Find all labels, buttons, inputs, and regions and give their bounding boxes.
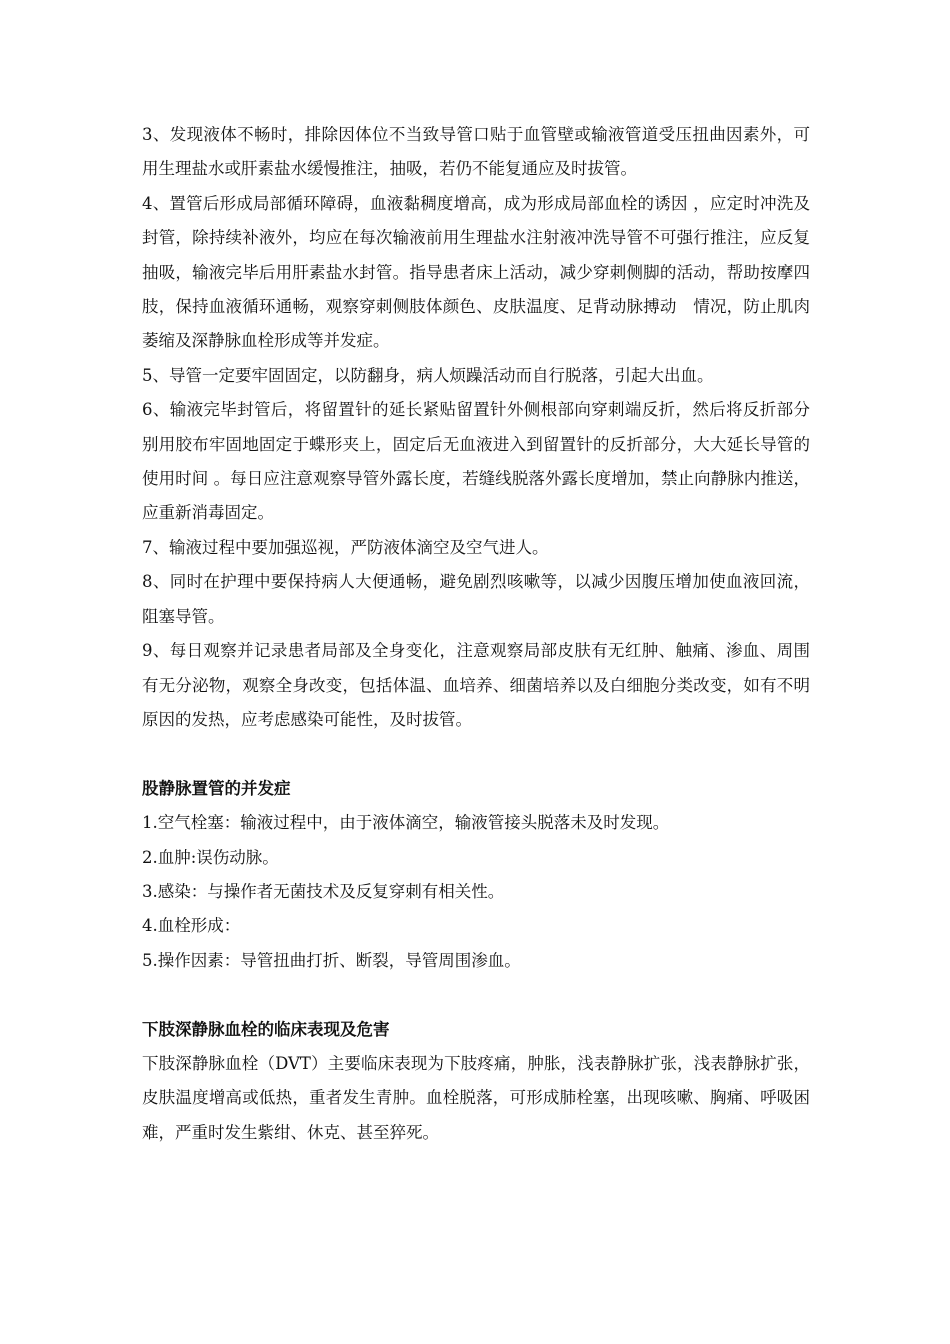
- document-page: [142, 118, 810, 1150]
- complications-section: [142, 772, 810, 978]
- dvt-section: [142, 1013, 810, 1151]
- complications-heading: 股静脉置管的并发症: [142, 778, 291, 798]
- dvt-heading: 下肢深静脉血栓的临床表现及危害: [142, 1019, 390, 1039]
- care-item-5: 5、导管一定要牢固固定，以防翻身，病人烦躁活动而自行脱落，引起大出血。: [142, 365, 714, 385]
- section-spacer: [142, 737, 810, 771]
- care-item-8: 8、同时在护理中要保持病人大便通畅，避免剧烈咳嗽等，以减少因腹压增加使血液回流，阻塞导管。: [142, 572, 810, 626]
- complication-item-4: 4.血栓形成：: [142, 916, 241, 936]
- care-item-7: 7、输液过程中要加强巡视，严防液体滴空及空气进人。: [142, 537, 549, 557]
- complication-item-3: 3.感染：与操作者无菌技术及反复穿刺有相关性。: [142, 881, 505, 901]
- section-spacer: [142, 978, 810, 1012]
- care-item-6: 6、输液完毕封管后，将留置针的延长紧贴留置针外侧根部向穿刺端反折，然后将反折部分别用胶布牢固地固定于蝶形夹上，固定后无血液进入到留置针的反折部分，大大延长导管的使用时间 。每日应注意观察导管外露长度，若缝线脱落外露长度增加，禁止向静脉内推送，应重新消毒固定。: [142, 400, 810, 523]
- complication-item-5: 5.操作因素：导管扭曲打折、断裂，导管周围渗血。: [142, 950, 521, 970]
- dvt-paragraph: 下肢深静脉血栓（DVT）主要临床表现为下肢疼痛，肿胀，浅表静脉扩张，浅表静脉扩张，皮肤温度增高或低热，重者发生青肿。血栓脱落，可形成肺栓塞，出现咳嗽、胸痛、呼吸困难，严重时发生紫绀、休克、甚至猝死。: [142, 1053, 810, 1142]
- complication-item-2: 2.血肿:误伤动脉。: [142, 847, 279, 867]
- care-item-3: 3、发现液体不畅时，排除因体位不当致导管口贴于血管壁或输液管道受压扭曲因素外，可用生理盐水或肝素盐水缓慢推注，抽吸，若仍不能复通应及时拔管。: [142, 125, 810, 179]
- complication-item-1: 1.空气栓塞：输液过程中，由于液体滴空，输液管接头脱落未及时发现。: [142, 813, 670, 833]
- care-section: [142, 118, 810, 737]
- care-item-4: 4、置管后形成局部循环障碍，血液黏稠度增高，成为形成局部血栓的诱因 ，应定时冲洗及封管，除持续补液外，均应在每次输液前用生理盐水注射液冲洗导管不可强行推注，应反复抽吸，输液完毕后用肝素盐水封管。指导患者床上活动，减少穿刺侧脚的活动，帮助按摩四肢，保持血液循环通畅，观察穿刺侧肢体颜色、皮肤温度、足背动脉搏动 情况，防止肌肉萎缩及深静脉血栓形成等并发症。: [142, 193, 810, 351]
- care-item-9: 9、每日观察并记录患者局部及全身变化，注意观察局部皮肤有无红肿、触痛、渗血、周围有无分泌物，观察全身改变，包括体温、血培养、细菌培养以及白细胞分类改变，如有不明原因的发热，应考虑感染可能性，及时拔管。: [142, 641, 810, 729]
